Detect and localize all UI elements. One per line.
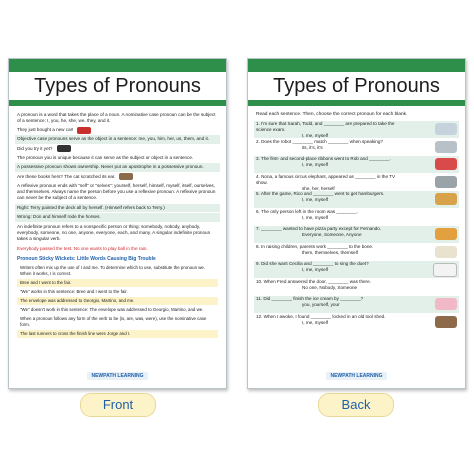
front-brand: NEWPATH LEARNING (87, 372, 147, 380)
question-5-options: I, me, myself (302, 197, 329, 202)
question-5 (254, 191, 459, 208)
question-2-text: 2. Does the robot ________ match ________ when speaking? (256, 138, 383, 144)
question-4-text: 4. Nona, a famous circus elephant, appeared as ________ in the TV show. (256, 173, 396, 185)
back-logo (248, 364, 465, 382)
shed-icon (435, 316, 457, 328)
closing-example: The last runners to cross the finish line were Jorge and I. (17, 330, 218, 338)
question-5-text: 5. After the game, Rico and ________ went to get hamburgers. (256, 191, 385, 196)
cat-icon (119, 173, 133, 180)
question-6-text: 6. The only person left in the room was ________. (256, 208, 359, 214)
example-books-text: Are these books hers? The cat scratched its ear. (17, 173, 116, 179)
question-12-options: I, me, myself (302, 319, 329, 325)
question-6-options: I, me, myself (302, 214, 329, 220)
back-intro: Read each sentence. Then, choose the correct pronoun for each blank. (256, 112, 408, 117)
example-try-text: Did you try it yet? (17, 145, 53, 151)
question-8 (254, 244, 459, 261)
reflexive-wrong: Wrong: Don and himself rode the horses. (15, 213, 220, 221)
question-8-options: them, themselves, themself (302, 249, 358, 255)
tricky-example-2: "We" works in this sentence: Bree and I went to the fair. (20, 288, 128, 294)
car-icon (77, 127, 91, 134)
you-unique: The pronoun you is unique because it can serve as the subject or object in a sentence. (17, 154, 194, 160)
question-9-text: 9. Did she want Cecilia and ________ to sing the duet? (256, 261, 369, 266)
back-label-button[interactable]: Back (318, 393, 394, 417)
question-10-options: No one, Nobody, Someone (302, 284, 358, 290)
example-they (15, 127, 220, 134)
tricky-heading: Pronoun Sticky Wickets: Little Words Causing Big Trouble (17, 255, 156, 262)
front-title: Types of Pronouns (9, 72, 226, 100)
ice-cream-icon (435, 298, 457, 310)
question-7-options: Everyone, Someone, Anyone (302, 232, 362, 237)
front-label-button[interactable]: Front (80, 393, 156, 417)
question-11-options: you, yourself, your (302, 302, 340, 307)
example-books (15, 173, 220, 180)
question-8-text: 8. In raising children, parents work ________ to the bone. (256, 243, 374, 249)
question-12 (254, 314, 459, 331)
question-3-text: 3. The first- and second-place ribbons went to Rob and ________. (256, 156, 391, 161)
back-brand: NEWPATH LEARNING (326, 372, 386, 380)
question-4-options: she, her, herself (302, 185, 335, 191)
pizza-icon (435, 228, 457, 240)
hamburger-icon (435, 193, 457, 205)
back-banner (248, 59, 465, 106)
question-6 (254, 209, 459, 226)
tricky-example-3: The envelope was addressed to Georgio, Martino, and me. (17, 297, 218, 305)
robot-icon (435, 141, 457, 153)
reflexive-right: Right: Terry painted the deck all by herself. (Himself refers back to Terry.) (15, 204, 220, 212)
question-9 (254, 261, 459, 278)
music-notes-icon (433, 263, 457, 277)
front-card (8, 58, 227, 389)
reflexive-definition: A reflexive pronoun ends with "self" or "selves": yourself, herself, himself, myself, itself, ourselves, and themselves. Always name the person before you use a reflexive pronoun. A reflexive pronoun can never be the subject of a sentence. (17, 182, 216, 200)
phone-icon (57, 145, 71, 152)
back-card (247, 58, 466, 389)
question-12-text: 12. When I awoke, I found ________ locked in an old tool shed. (256, 313, 386, 319)
objective-definition: Objective case pronouns serve as the object in a sentence: me, you, him, her, us, them, and it. (15, 135, 220, 143)
tricky-example-4: "We" doesn't work in this sentence: The envelope was addressed to Georgio, Martino, and we. (20, 306, 204, 312)
question-11-text: 11. Did ________ finish the ice cream by ________? (256, 296, 364, 301)
question-11 (254, 296, 459, 313)
front-body (15, 111, 220, 339)
pronoun-definition: A pronoun is a word that takes the place of a noun. A nominative case pronoun can be the subject of a sentence: I, you, he, she, we, they, and it. (17, 112, 216, 124)
possessive-definition: A possessive pronoun shows ownership. Never put an apostrophe in a possessive pronoun. (15, 163, 220, 171)
question-2 (254, 139, 459, 156)
bone-icon (435, 246, 457, 258)
tricky-text: Writers often mix up the use of I and me. To determine which to use, substitute the pronoun we. When it works, I is correct. (20, 264, 206, 276)
indefinite-examples: Everybody passed the test. No one wants to play ball in the rain. (17, 246, 148, 252)
front-logo (9, 364, 226, 382)
question-1 (254, 121, 459, 138)
indefinite-definition: An indefinite pronoun refers to a nonspecific person or thing: somebody, nobody, anybody, everybody, someone, no one, anyone, everyone, each, and many. A singular indefinite pronoun takes a singular verb. (17, 224, 211, 242)
tricky-example-1: Bree and I went to the fair. (17, 279, 218, 287)
question-3-options: I, me, myself (302, 162, 329, 167)
question-7-text: 7. ________ wanted to have pizza party except for Fernando. (256, 226, 382, 231)
question-4 (254, 174, 459, 191)
back-title: Types of Pronouns (248, 72, 465, 100)
question-2-options: its, it's, it's (302, 144, 323, 150)
example-they-text: They just bought a new car! (17, 127, 74, 133)
back-body (254, 111, 459, 331)
front-banner (9, 59, 226, 106)
question-10-text: 10. When Fred answered the door, ________ was there. (256, 278, 371, 284)
question-7 (254, 226, 459, 243)
closing-rule: When a pronoun follows any form of the verb to be (is, are, was, were), use the nominative case form. (20, 315, 207, 327)
question-1-text: 1. I'm sure that Sarah, Todd, and ________ are prepared to take the science exam. (256, 121, 395, 132)
microscope-icon (435, 123, 457, 135)
example-try (15, 145, 220, 152)
elephant-icon (435, 176, 457, 188)
ribbon-icon (435, 158, 457, 170)
question-10 (254, 279, 459, 296)
question-9-options: I, me, myself (302, 267, 329, 272)
question-3 (254, 156, 459, 173)
question-1-options: I, me, myself (302, 133, 329, 138)
